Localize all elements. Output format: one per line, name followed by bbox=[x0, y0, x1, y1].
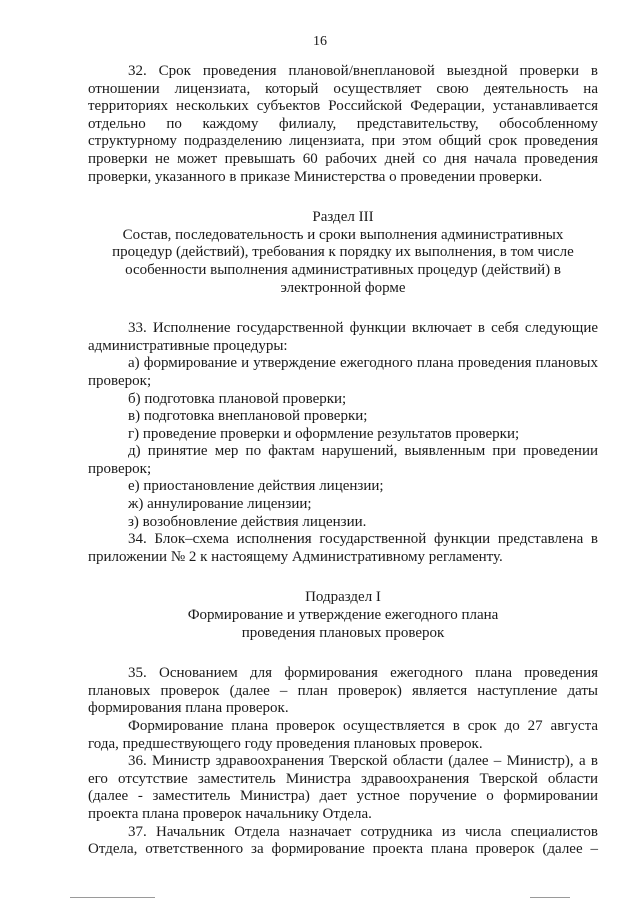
list-item: г) проведение проверки и оформление результатов проверки; bbox=[128, 425, 520, 442]
list-item: ж) аннулирование лицензии; bbox=[128, 496, 312, 513]
paragraph-34: 34. Блок–схема исполнения государственной функции представлена в приложении № 2 к настоящему Административному регламенту. bbox=[88, 531, 598, 565]
document-body bbox=[88, 63, 598, 859]
subsection-title: Подраздел I bbox=[305, 589, 381, 606]
paragraph-35-continued: Формирование плана проверок осуществляется в срок до 27 августа года, предшествующего году проведения плановых проверок. bbox=[88, 718, 598, 752]
subsection-heading: Формирование и утверждение ежегодного плана проведения плановых проверок bbox=[187, 607, 499, 641]
footer-rule-right bbox=[530, 897, 570, 898]
section-heading: Состав, последовательность и сроки выполнения административных процедур (действий), требования к порядку их выполнения, в том числе особенности выполнения административных процедур (действий) в электронной форме bbox=[112, 226, 574, 296]
paragraph-37: 37. Начальник Отдела назначает сотрудника из числа специалистов Отдела, ответственного за формирование проекта плана проверок (далее – bbox=[88, 823, 598, 858]
paragraph-33: 33. Исполнение государственной функции включает в себя следующие административные процедуры: bbox=[88, 320, 598, 354]
paragraph-36: 36. Министр здравоохранения Тверской области (далее – Министр), а в его отсутствие заместитель Министра здравоохранения Тверской области (далее - заместитель Министра) дает устное поручение о формировании проекта плана проверок начальнику Отдела. bbox=[88, 753, 598, 822]
list-item: е) приостановление действия лицензии; bbox=[128, 478, 384, 495]
list-item: а) формирование и утверждение ежегодного плана проведения плановых проверок; bbox=[88, 355, 598, 389]
paragraph-32: 32. Срок проведения плановой/внеплановой выездной проверки в отношении лицензиата, который осуществляет свою деятельность на территориях нескольких субъектов Российской Федерации, устанавливается отдельно по каждому филиалу, представительству, обособленному структурному подразделению лицензиата, при этом общий срок проведения проверки не может превышать 60 рабочих дней со дня начала проведения проверки, указанного в приказе Министерства о проведении проверки. bbox=[88, 63, 598, 185]
list-item: з) возобновление действия лицензии. bbox=[128, 513, 367, 530]
list-item: д) принятие мер по фактам нарушений, выявленным при проведении проверок; bbox=[88, 443, 598, 477]
page-number: 16 bbox=[313, 34, 327, 49]
section-title: Раздел III bbox=[312, 209, 374, 226]
list-item: б) подготовка плановой проверки; bbox=[128, 390, 347, 407]
paragraph-35: 35. Основанием для формирования ежегодного плана проведения плановых проверок (далее – план проверок) является наступление даты формирования плана проверок. bbox=[88, 665, 598, 717]
footer-rule-left bbox=[70, 897, 155, 898]
list-item: в) подготовка внеплановой проверки; bbox=[128, 408, 368, 425]
